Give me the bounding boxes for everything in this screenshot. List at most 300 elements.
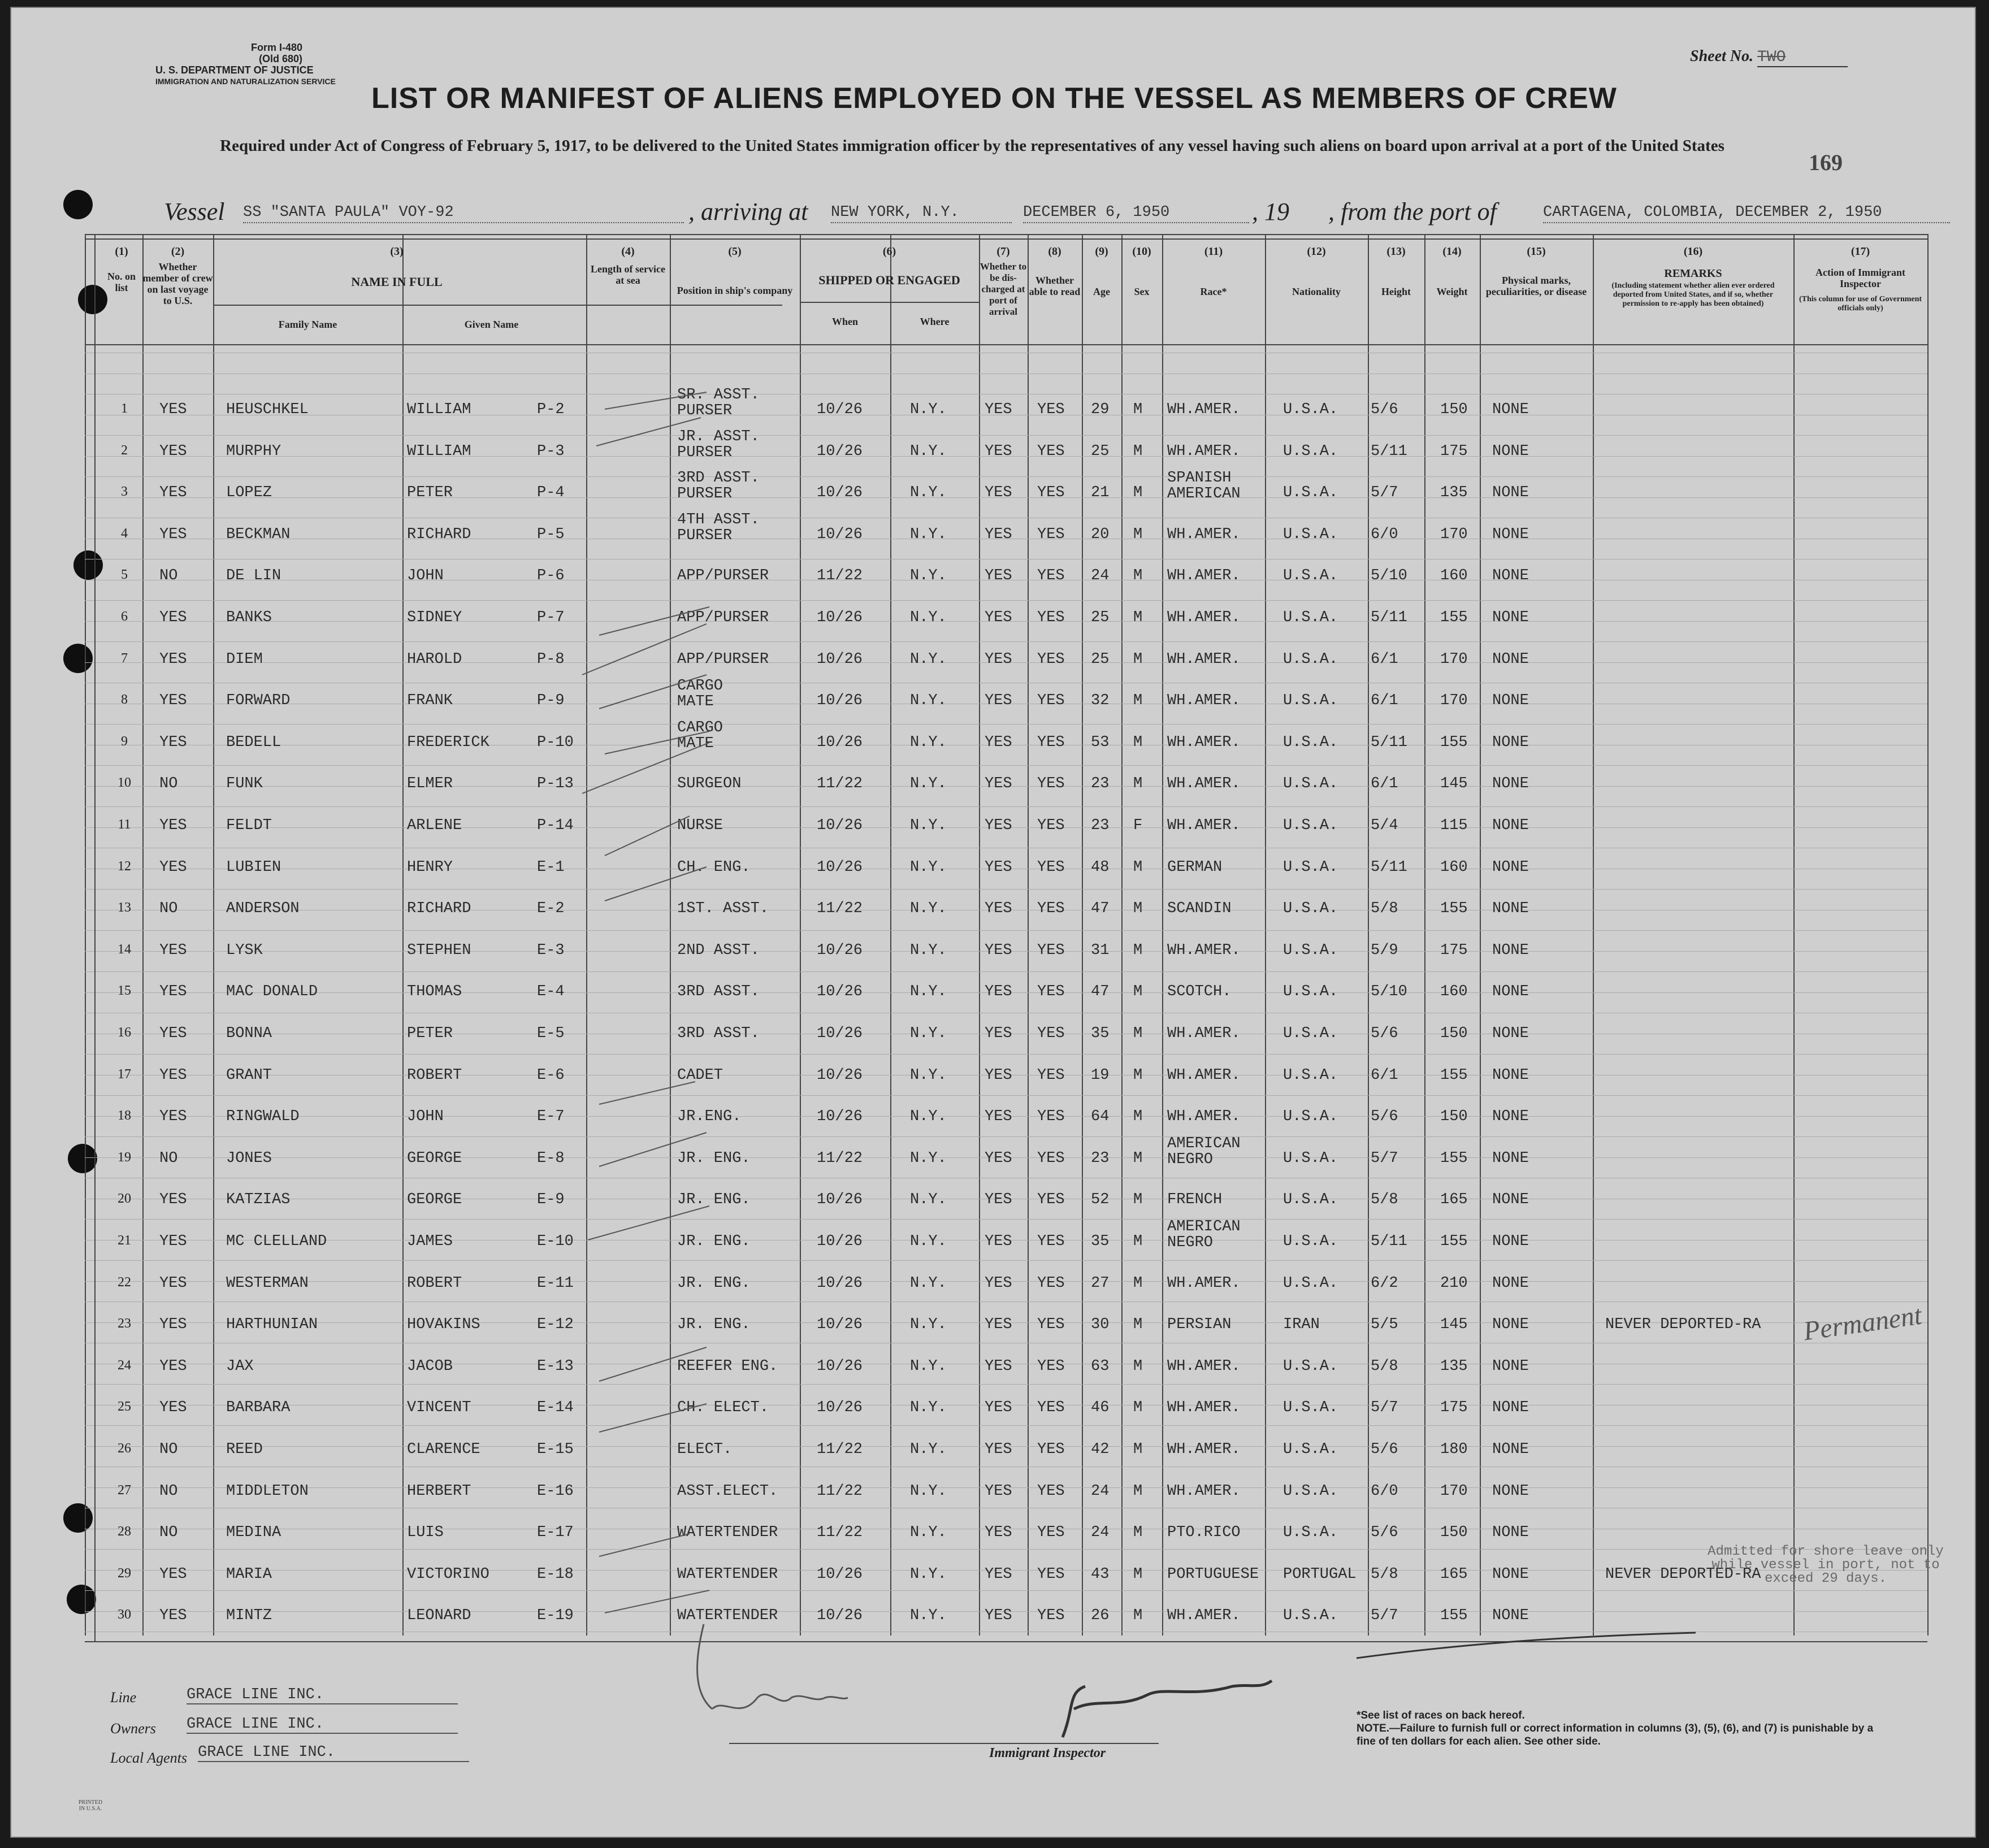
shipped-when-cell: 10/26 bbox=[817, 609, 863, 626]
position-cell: JR. ENG. bbox=[677, 1191, 751, 1208]
crew-code-cell: P-14 bbox=[537, 817, 574, 834]
physical-marks-cell: NONE bbox=[1492, 1399, 1529, 1416]
column-number: (3) bbox=[390, 245, 404, 258]
shipped-when-cell: 10/26 bbox=[817, 942, 863, 959]
nationality-cell: U.S.A. bbox=[1283, 983, 1338, 1000]
shipped-when-cell: 10/26 bbox=[817, 817, 863, 834]
race-cell: WH.AMER. bbox=[1167, 817, 1241, 834]
family-name-cell: BEDELL bbox=[226, 734, 281, 751]
physical-marks-cell: NONE bbox=[1492, 1191, 1529, 1208]
able-to-read-cell: YES bbox=[1037, 1358, 1065, 1375]
position-cell: JR. ENG. bbox=[677, 1316, 751, 1333]
from-port-label: , from the port of bbox=[1328, 198, 1497, 225]
column-number: (2) bbox=[171, 245, 185, 258]
column-number: (8) bbox=[1048, 245, 1061, 258]
sex-cell: M bbox=[1133, 1067, 1143, 1084]
shipped-when-cell: 10/26 bbox=[817, 651, 863, 668]
shipped-when-cell: 10/26 bbox=[817, 484, 863, 501]
header-shipped-or-engaged: SHIPPED OR ENGAGED bbox=[818, 273, 960, 287]
physical-marks-cell: NONE bbox=[1492, 983, 1529, 1000]
family-name-cell: MC CLELLAND bbox=[226, 1233, 327, 1250]
given-name-cell: VINCENT bbox=[407, 1399, 471, 1416]
sex-cell: M bbox=[1133, 443, 1143, 460]
sex-cell: M bbox=[1133, 775, 1143, 792]
footnote-penalty: NOTE.—Failure to furnish full or correct information in columns (3), (5), (6), and (7) is punishable by a fine of ten dollars for each alien. See other side. bbox=[1357, 1723, 1874, 1747]
shipped-when-cell: 10/26 bbox=[817, 526, 863, 543]
race-cell: AMERICAN bbox=[1167, 1218, 1241, 1235]
sex-cell: M bbox=[1133, 401, 1143, 418]
height-cell: 5/11 bbox=[1371, 734, 1407, 751]
discharged-cell: YES bbox=[985, 983, 1012, 1000]
discharged-cell: YES bbox=[985, 692, 1012, 709]
race-cell: WH.AMER. bbox=[1167, 526, 1241, 543]
discharged-cell: YES bbox=[985, 401, 1012, 418]
crew-code-cell: P-13 bbox=[537, 775, 574, 792]
given-name-cell: GEORGE bbox=[407, 1150, 462, 1167]
position-cell: CARGO bbox=[677, 678, 723, 695]
shipped-where-cell: N.Y. bbox=[910, 1607, 947, 1624]
height-cell: 6/2 bbox=[1371, 1275, 1398, 1292]
family-name-cell: BECKMAN bbox=[226, 526, 291, 543]
nationality-cell: U.S.A. bbox=[1283, 1025, 1338, 1042]
nationality-cell: U.S.A. bbox=[1283, 817, 1338, 834]
weight-cell: 150 bbox=[1440, 1025, 1468, 1042]
age-cell: 24 bbox=[1091, 1483, 1110, 1500]
family-name-cell: BARBARA bbox=[226, 1399, 291, 1416]
inspector-handwritten-action: Permanent bbox=[1801, 1300, 1924, 1347]
physical-marks-cell: NONE bbox=[1492, 1566, 1529, 1583]
crew-code-cell: E-14 bbox=[537, 1399, 574, 1416]
sex-cell: M bbox=[1133, 1233, 1143, 1250]
previous-voyage-cell: YES bbox=[159, 692, 187, 709]
race-cell: GERMAN bbox=[1167, 859, 1223, 876]
column-number: (5) bbox=[728, 245, 742, 258]
able-to-read-cell: YES bbox=[1037, 1025, 1065, 1042]
previous-voyage-cell: YES bbox=[159, 443, 187, 460]
age-cell: 25 bbox=[1091, 651, 1110, 668]
height-cell: 5/8 bbox=[1371, 1358, 1398, 1375]
nationality-cell: U.S.A. bbox=[1283, 567, 1338, 584]
header-to-be-discharged: Whether to be dis-charged at port of arrival bbox=[980, 261, 1027, 317]
shipped-when-cell: 10/26 bbox=[817, 983, 863, 1000]
column-number: (7) bbox=[996, 245, 1010, 258]
departure-port: CARTAGENA, COLOMBIA, DECEMBER 2, 1950 bbox=[1543, 204, 1950, 223]
row-number-cell: 28 bbox=[118, 1524, 131, 1539]
position-cell: NURSE bbox=[677, 817, 723, 834]
discharged-cell: YES bbox=[985, 1108, 1012, 1125]
nationality-cell: U.S.A. bbox=[1283, 609, 1338, 626]
header-given-name: Given Name bbox=[464, 319, 519, 330]
discharged-cell: YES bbox=[985, 609, 1012, 626]
race-cell: WH.AMER. bbox=[1167, 443, 1241, 460]
previous-voyage-cell: YES bbox=[159, 983, 187, 1000]
nationality-cell: U.S.A. bbox=[1283, 1191, 1338, 1208]
given-name-cell: PETER bbox=[407, 484, 453, 501]
height-cell: 6/1 bbox=[1371, 775, 1398, 792]
family-name-cell: LYSK bbox=[226, 942, 263, 959]
position-cell: JR. ENG. bbox=[677, 1150, 751, 1167]
height-cell: 5/6 bbox=[1371, 1108, 1398, 1125]
header-previous-voyage: Whether member of crew on last voyage to U.S. bbox=[142, 261, 213, 306]
discharged-cell: YES bbox=[985, 1025, 1012, 1042]
race-cell: WH.AMER. bbox=[1167, 1607, 1241, 1624]
sex-cell: M bbox=[1133, 1483, 1143, 1500]
row-number-cell: 20 bbox=[118, 1191, 131, 1206]
line-value: GRACE LINE INC. bbox=[187, 1686, 458, 1704]
column-number: (15) bbox=[1527, 245, 1546, 258]
arrival-date: DECEMBER 6, 1950 bbox=[1023, 204, 1249, 223]
discharged-cell: YES bbox=[985, 1191, 1012, 1208]
physical-marks-cell: NONE bbox=[1492, 1524, 1529, 1541]
physical-marks-cell: NONE bbox=[1492, 734, 1529, 751]
race-cell: WH.AMER. bbox=[1167, 775, 1241, 792]
physical-marks-cell: NONE bbox=[1492, 1483, 1529, 1500]
position-cell: APP/PURSER bbox=[677, 651, 769, 668]
header-list-number: No. on list bbox=[107, 271, 136, 293]
given-name-cell: ROBERT bbox=[407, 1275, 462, 1292]
position-cell: REEFER ENG. bbox=[677, 1358, 778, 1375]
weight-cell: 160 bbox=[1440, 859, 1468, 876]
printer-mark: PRINTED IN U.S.A. bbox=[78, 1799, 103, 1812]
race-cell: WH.AMER. bbox=[1167, 651, 1241, 668]
vessel-label: Vessel bbox=[164, 198, 225, 225]
sex-cell: M bbox=[1133, 692, 1143, 709]
sex-cell: M bbox=[1133, 1108, 1143, 1125]
given-name-cell: JACOB bbox=[407, 1358, 453, 1375]
discharged-cell: YES bbox=[985, 1483, 1012, 1500]
given-name-cell: HERBERT bbox=[407, 1483, 471, 1500]
weight-cell: 210 bbox=[1440, 1275, 1468, 1292]
physical-marks-cell: NONE bbox=[1492, 401, 1529, 418]
given-name-cell: JOHN bbox=[407, 1108, 444, 1125]
nationality-cell: U.S.A. bbox=[1283, 1275, 1338, 1292]
sex-cell: M bbox=[1133, 1524, 1143, 1541]
family-name-cell: BANKS bbox=[226, 609, 272, 626]
height-cell: 5/10 bbox=[1371, 567, 1407, 584]
given-name-cell: WILLIAM bbox=[407, 443, 471, 460]
shipped-where-cell: N.Y. bbox=[910, 1441, 947, 1458]
height-cell: 5/7 bbox=[1371, 1399, 1398, 1416]
given-name-cell: FRANK bbox=[407, 692, 453, 709]
nationality-cell: U.S.A. bbox=[1283, 859, 1338, 876]
shipped-where-cell: N.Y. bbox=[910, 484, 947, 501]
able-to-read-cell: YES bbox=[1037, 1483, 1065, 1500]
previous-voyage-cell: YES bbox=[159, 609, 187, 626]
position-cell-line2: PURSER bbox=[677, 485, 733, 502]
sex-cell: M bbox=[1133, 1150, 1143, 1167]
position-cell-line2: PURSER bbox=[677, 527, 733, 544]
race-cell: FRENCH bbox=[1167, 1191, 1223, 1208]
race-cell: WH.AMER. bbox=[1167, 567, 1241, 584]
nationality-cell: U.S.A. bbox=[1283, 651, 1338, 668]
row-number-cell: 2 bbox=[121, 443, 128, 458]
nationality-cell: U.S.A. bbox=[1283, 1358, 1338, 1375]
sex-cell: M bbox=[1133, 900, 1143, 917]
race-cell: PTO.RICO bbox=[1167, 1524, 1241, 1541]
able-to-read-cell: YES bbox=[1037, 401, 1065, 418]
row-number-cell: 9 bbox=[121, 734, 128, 749]
height-cell: 6/1 bbox=[1371, 651, 1398, 668]
physical-marks-cell: NONE bbox=[1492, 1150, 1529, 1167]
able-to-read-cell: YES bbox=[1037, 526, 1065, 543]
shipped-where-cell: N.Y. bbox=[910, 817, 947, 834]
physical-marks-cell: NONE bbox=[1492, 1108, 1529, 1125]
previous-voyage-cell: YES bbox=[159, 1358, 187, 1375]
age-cell: 32 bbox=[1091, 692, 1110, 709]
shipped-when-cell: 10/26 bbox=[817, 1275, 863, 1292]
sex-cell: M bbox=[1133, 1191, 1143, 1208]
race-cell-line2: AMERICAN bbox=[1167, 485, 1241, 502]
weight-cell: 160 bbox=[1440, 983, 1468, 1000]
shipped-when-cell: 11/22 bbox=[817, 1441, 863, 1458]
family-name-cell: FUNK bbox=[226, 775, 263, 792]
weight-cell: 155 bbox=[1440, 1150, 1468, 1167]
race-cell: WH.AMER. bbox=[1167, 609, 1241, 626]
position-cell-line2: MATE bbox=[677, 735, 714, 752]
nationality-cell: U.S.A. bbox=[1283, 1233, 1338, 1250]
physical-marks-cell: NONE bbox=[1492, 817, 1529, 834]
weight-cell: 170 bbox=[1440, 651, 1468, 668]
shipped-when-cell: 10/26 bbox=[817, 692, 863, 709]
position-cell: SR. ASST. bbox=[677, 387, 760, 404]
able-to-read-cell: YES bbox=[1037, 1150, 1065, 1167]
physical-marks-cell: NONE bbox=[1492, 1441, 1529, 1458]
family-name-cell: RINGWALD bbox=[226, 1108, 300, 1125]
nationality-cell: U.S.A. bbox=[1283, 484, 1338, 501]
physical-marks-cell: NONE bbox=[1492, 651, 1529, 668]
header-family-name: Family Name bbox=[278, 319, 337, 330]
shipped-where-cell: N.Y. bbox=[910, 1150, 947, 1167]
position-cell-line2: PURSER bbox=[677, 402, 733, 419]
nationality-cell: U.S.A. bbox=[1283, 1483, 1338, 1500]
race-cell-line2: NEGRO bbox=[1167, 1151, 1214, 1168]
owners-value: GRACE LINE INC. bbox=[187, 1716, 458, 1734]
height-cell: 6/0 bbox=[1371, 1483, 1398, 1500]
able-to-read-cell: YES bbox=[1037, 859, 1065, 876]
shipped-where-cell: N.Y. bbox=[910, 609, 947, 626]
previous-voyage-cell: YES bbox=[159, 1399, 187, 1416]
crew-code-cell: E-1 bbox=[537, 859, 565, 876]
sex-cell: M bbox=[1133, 942, 1143, 959]
row-number-cell: 19 bbox=[118, 1150, 131, 1165]
height-cell: 5/6 bbox=[1371, 1524, 1398, 1541]
physical-marks-cell: NONE bbox=[1492, 1025, 1529, 1042]
weight-cell: 175 bbox=[1440, 942, 1468, 959]
row-number-cell: 27 bbox=[118, 1483, 131, 1498]
height-cell: 5/4 bbox=[1371, 817, 1398, 834]
position-cell: JR. ASST. bbox=[677, 428, 760, 445]
family-name-cell: MINTZ bbox=[226, 1607, 272, 1624]
race-cell: WH.AMER. bbox=[1167, 942, 1241, 959]
height-cell: 6/1 bbox=[1371, 1067, 1398, 1084]
shipped-where-cell: N.Y. bbox=[910, 1067, 947, 1084]
row-number-cell: 29 bbox=[118, 1566, 131, 1581]
family-name-cell: MARIA bbox=[226, 1566, 272, 1583]
able-to-read-cell: YES bbox=[1037, 1316, 1065, 1333]
previous-voyage-cell: NO bbox=[159, 1441, 178, 1458]
header-inspector-action: Action of Immigrant Inspector bbox=[1815, 267, 1905, 289]
sex-cell: F bbox=[1133, 817, 1143, 834]
crew-code-cell: P-2 bbox=[537, 401, 565, 418]
age-cell: 63 bbox=[1091, 1358, 1110, 1375]
race-cell: WH.AMER. bbox=[1167, 1358, 1241, 1375]
shipped-where-cell: N.Y. bbox=[910, 775, 947, 792]
age-cell: 30 bbox=[1091, 1316, 1110, 1333]
row-number-cell: 4 bbox=[121, 526, 128, 541]
height-cell: 5/5 bbox=[1371, 1316, 1398, 1333]
race-cell: WH.AMER. bbox=[1167, 1025, 1241, 1042]
shipped-where-cell: N.Y. bbox=[910, 651, 947, 668]
shipped-where-cell: N.Y. bbox=[910, 401, 947, 418]
shipped-when-cell: 10/26 bbox=[817, 1191, 863, 1208]
physical-marks-cell: NONE bbox=[1492, 526, 1529, 543]
height-cell: 5/11 bbox=[1371, 859, 1407, 876]
physical-marks-cell: NONE bbox=[1492, 942, 1529, 959]
position-cell: JR.ENG. bbox=[677, 1108, 742, 1125]
weight-cell: 145 bbox=[1440, 1316, 1468, 1333]
nationality-cell: U.S.A. bbox=[1283, 1399, 1338, 1416]
discharged-cell: YES bbox=[985, 484, 1012, 501]
race-cell: WH.AMER. bbox=[1167, 1399, 1241, 1416]
discharged-cell: YES bbox=[985, 1150, 1012, 1167]
family-name-cell: HEUSCHKEL bbox=[226, 401, 309, 418]
able-to-read-cell: YES bbox=[1037, 609, 1065, 626]
header-when: When bbox=[831, 316, 858, 327]
column-number: (9) bbox=[1095, 245, 1108, 258]
height-cell: 5/7 bbox=[1371, 1607, 1398, 1624]
crew-code-cell: E-7 bbox=[537, 1108, 565, 1125]
header-name-in-full: NAME IN FULL bbox=[351, 275, 443, 289]
row-number-cell: 21 bbox=[118, 1233, 131, 1248]
previous-voyage-cell: YES bbox=[159, 1108, 187, 1125]
age-cell: 35 bbox=[1091, 1233, 1110, 1250]
able-to-read-cell: YES bbox=[1037, 1108, 1065, 1125]
race-cell: WH.AMER. bbox=[1167, 1067, 1241, 1084]
height-cell: 5/8 bbox=[1371, 1191, 1398, 1208]
previous-voyage-cell: YES bbox=[159, 942, 187, 959]
shipped-where-cell: N.Y. bbox=[910, 859, 947, 876]
header-length-of-service: Length of service at sea bbox=[591, 263, 665, 286]
row-number-cell: 22 bbox=[118, 1275, 131, 1290]
agent-signature-stroke bbox=[697, 1624, 712, 1709]
vessel-name: SS "SANTA PAULA" VOY-92 bbox=[243, 204, 684, 223]
previous-voyage-cell: YES bbox=[159, 1566, 187, 1583]
position-cell: JR. ENG. bbox=[677, 1275, 751, 1292]
given-name-cell: HENRY bbox=[407, 859, 453, 876]
position-cell: 2ND ASST. bbox=[677, 942, 760, 959]
shipped-when-cell: 10/26 bbox=[817, 859, 863, 876]
shipped-where-cell: N.Y. bbox=[910, 1275, 947, 1292]
family-name-cell: REED bbox=[226, 1441, 263, 1458]
column-number: (10) bbox=[1132, 245, 1151, 258]
discharged-cell: YES bbox=[985, 859, 1012, 876]
given-name-cell: RICHARD bbox=[407, 900, 471, 917]
shipped-when-cell: 10/26 bbox=[817, 1607, 863, 1624]
able-to-read-cell: YES bbox=[1037, 484, 1065, 501]
age-cell: 42 bbox=[1091, 1441, 1110, 1458]
crew-code-cell: E-4 bbox=[537, 983, 565, 1000]
family-name-cell: LUBIEN bbox=[226, 859, 281, 876]
weight-cell: 170 bbox=[1440, 1483, 1468, 1500]
weight-cell: 150 bbox=[1440, 1524, 1468, 1541]
sex-cell: M bbox=[1133, 859, 1143, 876]
given-name-cell: CLARENCE bbox=[407, 1441, 480, 1458]
weight-cell: 155 bbox=[1440, 1067, 1468, 1084]
row-number-cell: 5 bbox=[121, 567, 128, 582]
row-number-cell: 26 bbox=[118, 1441, 131, 1456]
crew-code-cell: E-10 bbox=[537, 1233, 574, 1250]
previous-voyage-cell: NO bbox=[159, 1524, 178, 1541]
physical-marks-cell: NONE bbox=[1492, 900, 1529, 917]
age-cell: 23 bbox=[1091, 817, 1110, 834]
previous-voyage-cell: YES bbox=[159, 526, 187, 543]
discharged-cell: YES bbox=[985, 1566, 1012, 1583]
physical-marks-cell: NONE bbox=[1492, 609, 1529, 626]
shipped-where-cell: N.Y. bbox=[910, 1524, 947, 1541]
height-cell: 5/11 bbox=[1371, 443, 1407, 460]
shipped-when-cell: 10/26 bbox=[817, 1358, 863, 1375]
age-cell: 24 bbox=[1091, 567, 1110, 584]
age-cell: 48 bbox=[1091, 859, 1110, 876]
position-cell: ASST.ELECT. bbox=[677, 1483, 778, 1500]
age-cell: 47 bbox=[1091, 983, 1110, 1000]
height-cell: 5/11 bbox=[1371, 1233, 1407, 1250]
able-to-read-cell: YES bbox=[1037, 775, 1065, 792]
given-name-cell: HOVAKINS bbox=[407, 1316, 480, 1333]
shipped-where-cell: N.Y. bbox=[910, 1233, 947, 1250]
height-cell: 6/1 bbox=[1371, 692, 1398, 709]
crew-code-cell: E-2 bbox=[537, 900, 565, 917]
row-number-cell: 16 bbox=[118, 1025, 131, 1040]
nationality-cell: U.S.A. bbox=[1283, 1108, 1338, 1125]
crew-code-cell: E-12 bbox=[537, 1316, 574, 1333]
age-cell: 20 bbox=[1091, 526, 1110, 543]
row-number-cell: 7 bbox=[121, 651, 128, 666]
row-number-cell: 8 bbox=[121, 692, 128, 707]
previous-voyage-cell: NO bbox=[159, 900, 178, 917]
sex-cell: M bbox=[1133, 526, 1143, 543]
crew-code-cell: E-9 bbox=[537, 1191, 565, 1208]
row-number-cell: 15 bbox=[118, 983, 131, 998]
previous-voyage-cell: YES bbox=[159, 1275, 187, 1292]
able-to-read-cell: YES bbox=[1037, 1607, 1065, 1624]
shipped-where-cell: N.Y. bbox=[910, 734, 947, 751]
shipped-when-cell: 11/22 bbox=[817, 900, 863, 917]
previous-voyage-cell: YES bbox=[159, 484, 187, 501]
race-cell: PORTUGUESE bbox=[1167, 1566, 1259, 1583]
position-cell-line2: MATE bbox=[677, 693, 714, 710]
family-name-cell: DIEM bbox=[226, 651, 263, 668]
race-cell: AMERICAN bbox=[1167, 1135, 1241, 1152]
weight-cell: 150 bbox=[1440, 1108, 1468, 1125]
family-name-cell: MURPHY bbox=[226, 443, 281, 460]
nationality-cell: U.S.A. bbox=[1283, 1524, 1338, 1541]
able-to-read-cell: YES bbox=[1037, 983, 1065, 1000]
family-name-cell: BONNA bbox=[226, 1025, 272, 1042]
nationality-cell: U.S.A. bbox=[1283, 1150, 1338, 1167]
able-to-read-cell: YES bbox=[1037, 1566, 1065, 1583]
nationality-cell: U.S.A. bbox=[1283, 526, 1338, 543]
row-number-cell: 3 bbox=[121, 484, 128, 499]
row-number-cell: 24 bbox=[118, 1358, 131, 1373]
weight-cell: 165 bbox=[1440, 1191, 1468, 1208]
age-cell: 23 bbox=[1091, 775, 1110, 792]
nationality-cell: U.S.A. bbox=[1283, 1067, 1338, 1084]
family-name-cell: MEDINA bbox=[226, 1524, 281, 1541]
able-to-read-cell: YES bbox=[1037, 692, 1065, 709]
inspector-signature-line bbox=[729, 1743, 1159, 1744]
sex-cell: M bbox=[1133, 1275, 1143, 1292]
